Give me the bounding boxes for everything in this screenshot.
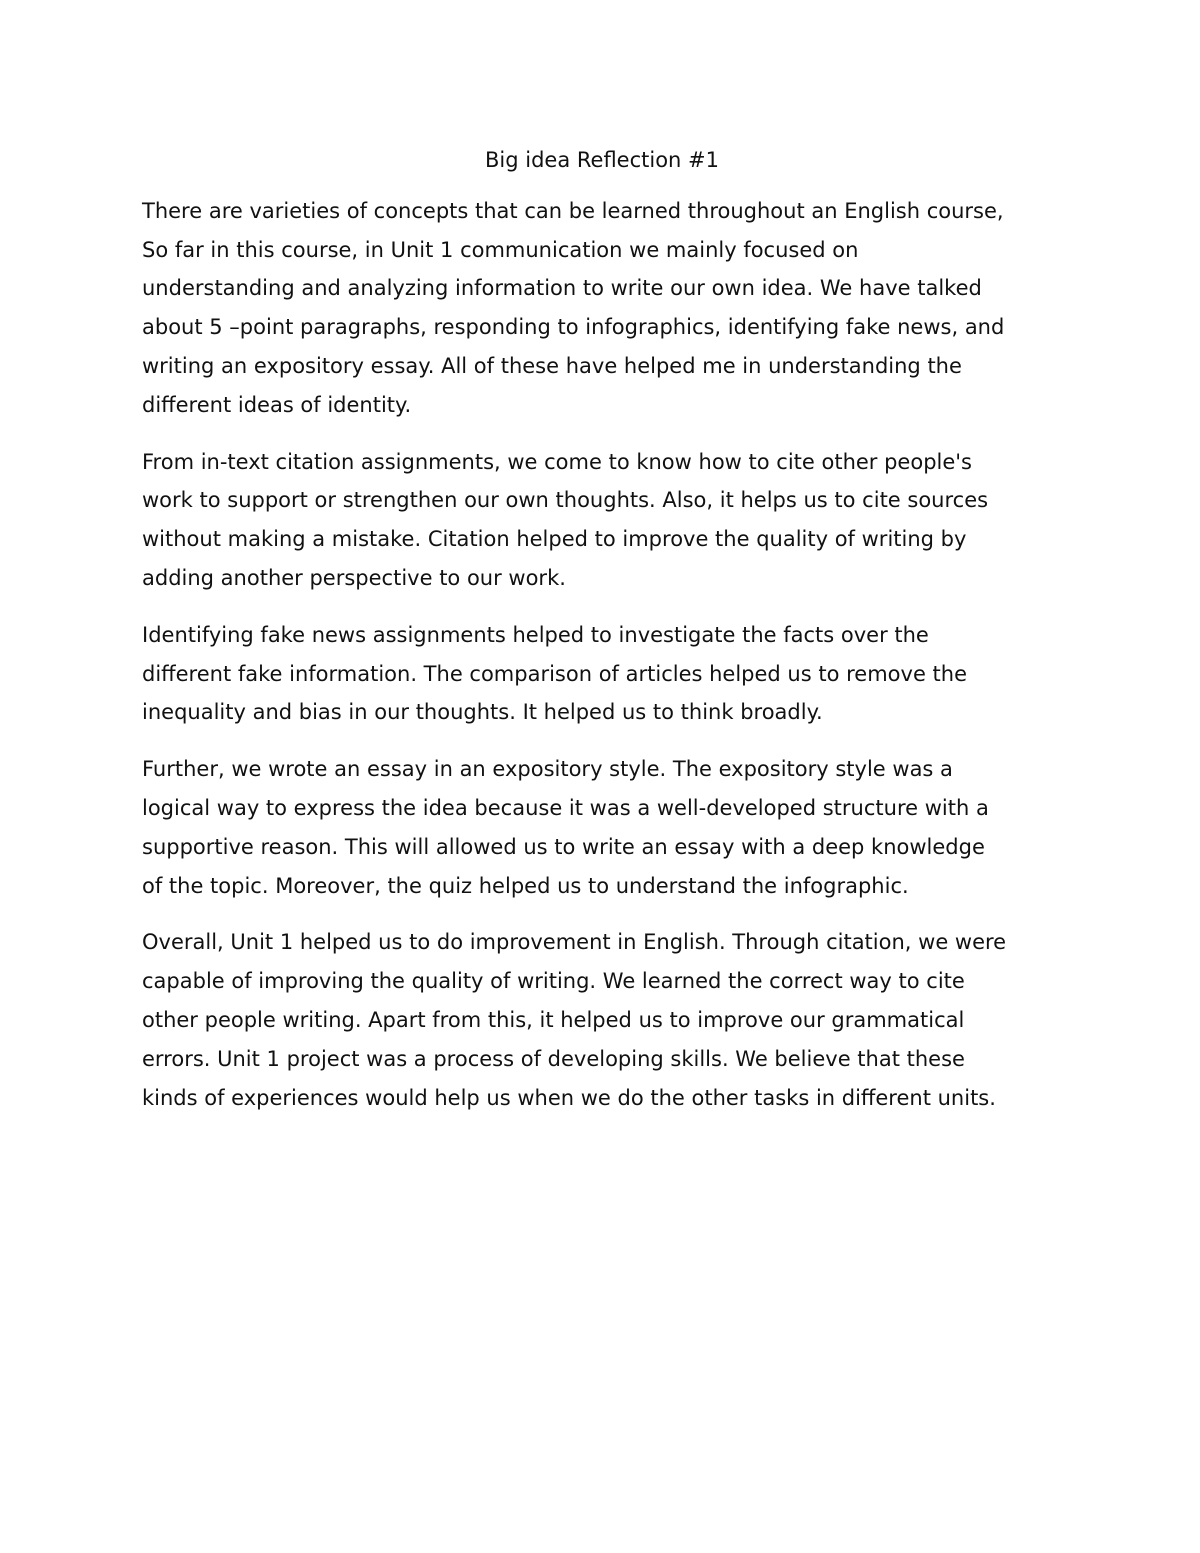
text-line: adding another perspective to our work. bbox=[142, 565, 566, 590]
text-line: writing an expository essay. All of these have helped me in understanding the bbox=[142, 353, 962, 378]
text-line: capable of improving the quality of writing. We learned the correct way to cite bbox=[142, 969, 965, 994]
text-line: work to support or strengthen our own thoughts. Also, it helps us to cite sources bbox=[142, 488, 989, 513]
text-line: understanding and analyzing information to write our own idea. We have talked bbox=[142, 276, 982, 301]
paragraph-3 bbox=[142, 616, 1062, 732]
paragraph-4 bbox=[142, 750, 1062, 905]
document-body bbox=[142, 141, 1062, 1135]
text-line: Identifying fake news assignments helped to investigate the facts over the bbox=[142, 622, 929, 647]
text-line: of the topic. Moreover, the quiz helped us to understand the infographic. bbox=[142, 873, 909, 898]
paragraph-2 bbox=[142, 443, 1062, 598]
text-line: So far in this course, in Unit 1 communication we mainly focused on bbox=[142, 237, 859, 262]
text-line: Further, we wrote an essay in an expository style. The expository style was a bbox=[142, 757, 953, 782]
text-line: errors. Unit 1 project was a process of developing skills. We believe that these bbox=[142, 1046, 965, 1071]
text-line: supportive reason. This will allowed us to write an essay with a deep knowledge bbox=[142, 834, 985, 859]
text-line: about 5 –point paragraphs, responding to infographics, identifying fake news, and bbox=[142, 315, 1005, 340]
text-line: logical way to express the idea because it was a well-developed structure with a bbox=[142, 795, 989, 820]
text-line: kinds of experiences would help us when we do the other tasks in different units. bbox=[142, 1085, 996, 1110]
text-line: different ideas of identity. bbox=[142, 392, 412, 417]
text-line: other people writing. Apart from this, it helped us to improve our grammatical bbox=[142, 1007, 965, 1032]
text-line: different fake information. The comparison of articles helped us to remove the bbox=[142, 661, 967, 686]
paragraph-5 bbox=[142, 923, 1062, 1117]
text-line: inequality and bias in our thoughts. It helped us to think broadly. bbox=[142, 700, 823, 725]
document-title: Big idea Reflection #1 bbox=[485, 148, 719, 172]
text-line: There are varieties of concepts that can be learned throughout an English course, bbox=[142, 198, 1004, 223]
paragraph-1 bbox=[142, 192, 1062, 425]
text-line: Overall, Unit 1 helped us to do improvement in English. Through citation, we were bbox=[142, 930, 1007, 955]
text-line: without making a mistake. Citation helped to improve the quality of writing by bbox=[142, 527, 967, 552]
text-line: From in-text citation assignments, we come to know how to cite other people's bbox=[142, 449, 973, 474]
